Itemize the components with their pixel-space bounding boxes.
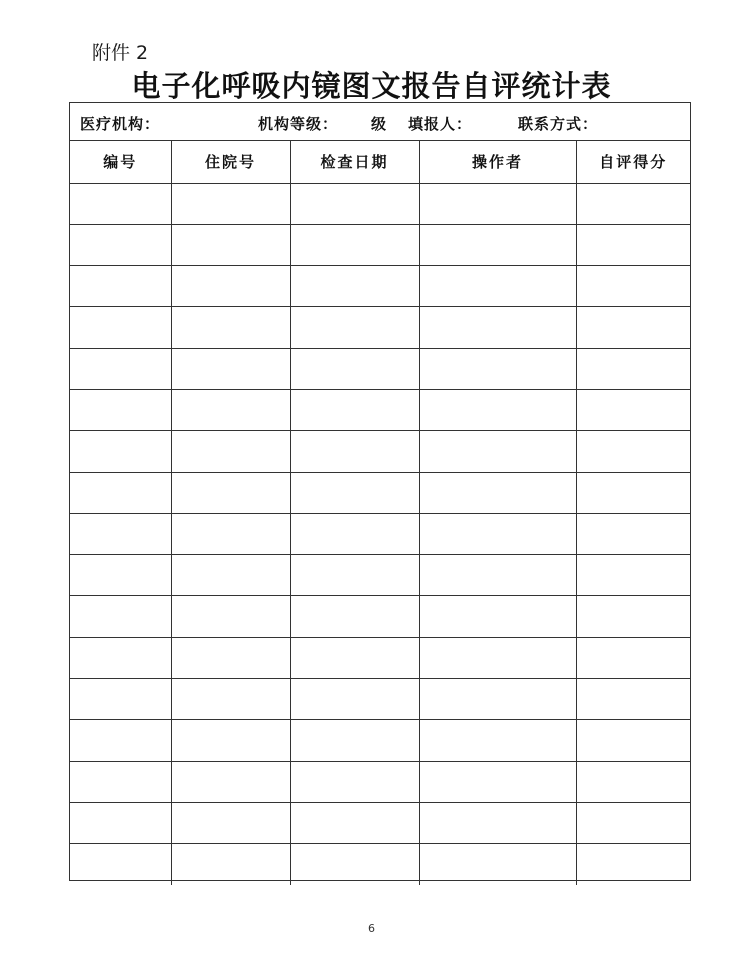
self-score-cell[interactable] <box>576 761 690 802</box>
inpatient-number-cell[interactable] <box>171 844 290 885</box>
operator-cell[interactable] <box>419 224 576 265</box>
operator-cell[interactable] <box>419 431 576 472</box>
inpatient-number-cell[interactable] <box>171 555 290 596</box>
exam-date-cell[interactable] <box>290 224 419 265</box>
operator-cell[interactable] <box>419 802 576 843</box>
inpatient-number-cell[interactable] <box>171 596 290 637</box>
operator-cell[interactable] <box>419 389 576 430</box>
table-row <box>70 555 690 596</box>
exam-date-cell[interactable] <box>290 307 419 348</box>
table-row <box>70 844 690 885</box>
document-title: 电子化呼吸内镜图文报告自评统计表 <box>131 69 612 103</box>
table-row <box>70 183 690 224</box>
inpatient-number-cell[interactable] <box>171 224 290 265</box>
operator-cell[interactable] <box>419 637 576 678</box>
table-row <box>70 637 690 678</box>
number-cell[interactable] <box>70 720 171 761</box>
institution-label: 医疗机构： <box>80 115 161 133</box>
self-score-cell[interactable] <box>576 637 690 678</box>
page-number: 6 <box>368 922 375 935</box>
operator-cell[interactable] <box>419 513 576 554</box>
level-suffix: 级 <box>371 115 388 133</box>
number-cell[interactable] <box>70 637 171 678</box>
exam-date-cell[interactable] <box>290 431 419 472</box>
table-row <box>70 720 690 761</box>
info-row <box>70 103 690 141</box>
number-cell[interactable] <box>70 844 171 885</box>
self-score-cell[interactable] <box>576 844 690 885</box>
inpatient-number-cell[interactable] <box>171 472 290 513</box>
table-row <box>70 266 690 307</box>
exam-date-cell[interactable] <box>290 596 419 637</box>
operator-cell[interactable] <box>419 266 576 307</box>
self-score-cell[interactable] <box>576 266 690 307</box>
number-cell[interactable] <box>70 596 171 637</box>
table-row <box>70 802 690 843</box>
self-score-cell[interactable] <box>576 472 690 513</box>
operator-cell[interactable] <box>419 720 576 761</box>
table-body <box>70 183 690 885</box>
number-cell[interactable] <box>70 348 171 389</box>
inpatient-number-cell[interactable] <box>171 183 290 224</box>
inpatient-number-cell[interactable] <box>171 720 290 761</box>
table-row <box>70 307 690 348</box>
exam-date-cell[interactable] <box>290 348 419 389</box>
self-score-cell[interactable] <box>576 720 690 761</box>
inpatient-number-cell[interactable] <box>171 431 290 472</box>
number-cell[interactable] <box>70 472 171 513</box>
number-cell[interactable] <box>70 555 171 596</box>
operator-cell[interactable] <box>419 307 576 348</box>
operator-cell[interactable] <box>419 844 576 885</box>
number-cell[interactable] <box>70 307 171 348</box>
self-score-cell[interactable] <box>576 389 690 430</box>
operator-cell[interactable] <box>419 348 576 389</box>
column-header-inpatient-number: 住院号 <box>171 141 290 183</box>
institution-level-label: 机构等级： <box>258 115 339 133</box>
exam-date-cell[interactable] <box>290 761 419 802</box>
inpatient-number-cell[interactable] <box>171 389 290 430</box>
operator-cell[interactable] <box>419 596 576 637</box>
exam-date-cell[interactable] <box>290 266 419 307</box>
exam-date-cell[interactable] <box>290 844 419 885</box>
number-cell[interactable] <box>70 802 171 843</box>
table-row <box>70 596 690 637</box>
self-score-cell[interactable] <box>576 348 690 389</box>
operator-cell[interactable] <box>419 679 576 720</box>
table-row <box>70 472 690 513</box>
column-header-self-score: 自评得分 <box>576 141 690 183</box>
operator-cell[interactable] <box>419 472 576 513</box>
table-row <box>70 348 690 389</box>
inpatient-number-cell[interactable] <box>171 266 290 307</box>
exam-date-cell[interactable] <box>290 555 419 596</box>
column-header-number: 编号 <box>70 141 171 183</box>
inpatient-number-cell[interactable] <box>171 637 290 678</box>
inpatient-number-cell[interactable] <box>171 513 290 554</box>
table-row <box>70 513 690 554</box>
number-cell[interactable] <box>70 761 171 802</box>
self-score-cell[interactable] <box>576 555 690 596</box>
self-score-cell[interactable] <box>576 513 690 554</box>
column-header-operator: 操作者 <box>419 141 576 183</box>
self-score-cell[interactable] <box>576 802 690 843</box>
contact-label: 联系方式： <box>518 115 599 133</box>
statistics-table <box>70 141 690 885</box>
exam-date-cell[interactable] <box>290 679 419 720</box>
exam-date-cell[interactable] <box>290 720 419 761</box>
number-cell[interactable] <box>70 679 171 720</box>
attachment-label: 附件 2 <box>92 42 149 64</box>
inpatient-number-cell[interactable] <box>171 348 290 389</box>
exam-date-cell[interactable] <box>290 472 419 513</box>
operator-cell[interactable] <box>419 761 576 802</box>
number-cell[interactable] <box>70 513 171 554</box>
table-row <box>70 224 690 265</box>
self-score-cell[interactable] <box>576 679 690 720</box>
table-row <box>70 431 690 472</box>
number-cell[interactable] <box>70 389 171 430</box>
exam-date-cell[interactable] <box>290 802 419 843</box>
exam-date-cell[interactable] <box>290 513 419 554</box>
inpatient-number-cell[interactable] <box>171 679 290 720</box>
number-cell[interactable] <box>70 266 171 307</box>
reporter-label: 填报人： <box>408 115 473 133</box>
inpatient-number-cell[interactable] <box>171 761 290 802</box>
number-cell[interactable] <box>70 183 171 224</box>
self-score-cell[interactable] <box>576 183 690 224</box>
table-row <box>70 761 690 802</box>
statistics-form <box>69 102 691 881</box>
column-header-exam-date: 检查日期 <box>290 141 419 183</box>
operator-cell[interactable] <box>419 183 576 224</box>
self-score-cell[interactable] <box>576 224 690 265</box>
inpatient-number-cell[interactable] <box>171 307 290 348</box>
exam-date-cell[interactable] <box>290 389 419 430</box>
inpatient-number-cell[interactable] <box>171 802 290 843</box>
number-cell[interactable] <box>70 224 171 265</box>
operator-cell[interactable] <box>419 555 576 596</box>
number-cell[interactable] <box>70 431 171 472</box>
table-header-row <box>70 141 690 183</box>
exam-date-cell[interactable] <box>290 183 419 224</box>
table-row <box>70 679 690 720</box>
exam-date-cell[interactable] <box>290 637 419 678</box>
table-row <box>70 389 690 430</box>
self-score-cell[interactable] <box>576 596 690 637</box>
self-score-cell[interactable] <box>576 307 690 348</box>
self-score-cell[interactable] <box>576 431 690 472</box>
